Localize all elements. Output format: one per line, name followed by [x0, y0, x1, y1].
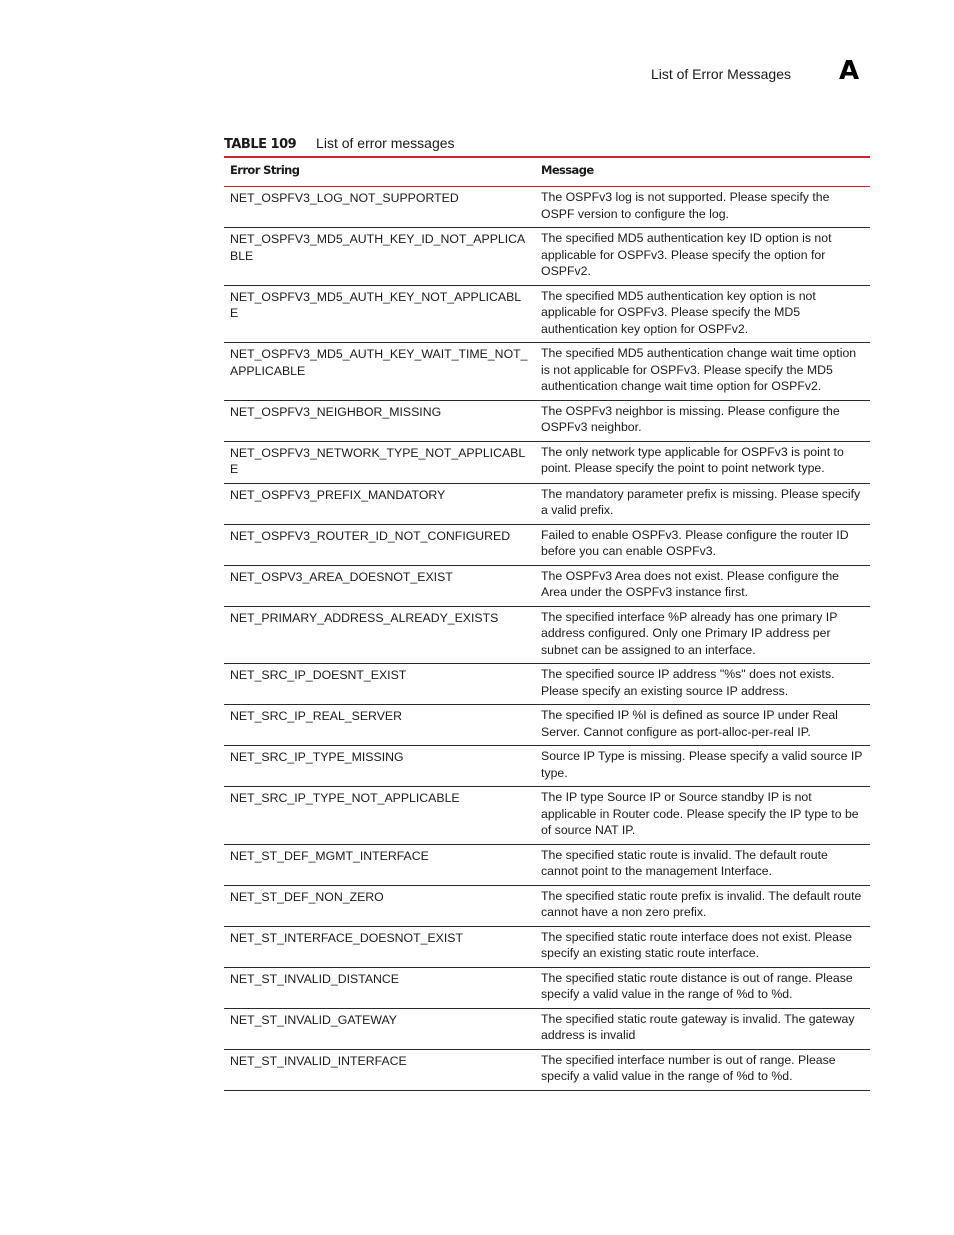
message-cell: The specified static route distance is out of range. Please specify a valid value in the range of %d to %d. [541, 970, 853, 1001]
table-row [224, 787, 870, 845]
error-string-cell: NET_SRC_IP_DOESNT_EXIST [230, 668, 407, 682]
message-cell: The IP type Source IP or Source standby IP is not applicable in Router code. Please specify the IP type to be of source NAT IP. [541, 790, 859, 837]
table-row [224, 967, 870, 1008]
error-string-cell: NET_OSPFV3_PREFIX_MANDATORY [230, 487, 446, 502]
error-string-cell: NET_SRC_IP_TYPE_NOT_APPLICABLE [230, 791, 460, 805]
appendix-letter: A [839, 56, 860, 86]
error-string-cell: NET_OSPFV3_MD5_AUTH_KEY_WAIT_TIME_NOT_APPLICABLE [230, 347, 528, 378]
error-string-cell: NET_OSPV3_AREA_DOESNOT_EXIST [230, 569, 453, 584]
table-row [224, 606, 870, 664]
error-string-cell: NET_ST_INVALID_GATEWAY [230, 1012, 397, 1027]
message-cell: The specified interface %P already has one primary IP address configured. Only one Primary IP address per subnet can be assigned to an interface. [541, 609, 838, 657]
table-row [224, 441, 870, 483]
message-cell: The mandatory parameter prefix is missing. Please specify a valid prefix. [541, 486, 861, 517]
message-cell: Failed to enable OSPFv3. Please configure the router ID before you can enable OSPFv3. [541, 527, 849, 558]
table-row [224, 1008, 870, 1049]
error-string-cell: NET_OSPFV3_MD5_AUTH_KEY_NOT_APPLICABLE [230, 289, 522, 320]
error-string-cell: NET_SRC_IP_TYPE_MISSING [230, 750, 404, 764]
message-cell: The specified MD5 authentication key ID option is not applicable for OSPFv3. Please specify the option for OSPFv2. [541, 231, 832, 278]
message-cell: The specified IP %I is defined as source IP under Real Server. Cannot configure as port-alloc-per-real IP. [541, 708, 838, 739]
message-cell: The OSPFv3 Area does not exist. Please configure the Area under the OSPFv3 instance first. [541, 568, 840, 599]
column-header-message: Message [541, 163, 594, 177]
message-cell: The specified MD5 authentication key option is not applicable for OSPFv3. Please specify the MD5 authentication key option for OSPFv2. [541, 288, 816, 336]
page-header [0, 58, 954, 98]
column-header-error-string: Error String [230, 163, 300, 177]
table-row [224, 565, 870, 606]
table-row [224, 926, 870, 967]
message-cell: The specified interface number is out of range. Please specify a valid value in the range of %d to %d. [541, 1052, 836, 1083]
table-title: List of error messages [316, 135, 455, 151]
error-string-cell: NET_ST_DEF_MGMT_INTERFACE [230, 848, 429, 863]
table-row [224, 664, 870, 705]
message-cell: Source IP Type is missing. Please specify a valid source IP type. [541, 749, 863, 780]
error-string-cell: NET_OSPFV3_LOG_NOT_SUPPORTED [230, 191, 459, 205]
error-string-cell: NET_OSPFV3_MD5_AUTH_KEY_ID_NOT_APPLICABLE [230, 232, 526, 263]
message-cell: The specified static route is invalid. The default route cannot point to the management Interface. [541, 847, 828, 878]
table-row [224, 1049, 870, 1090]
table-row [224, 187, 870, 228]
error-string-cell: NET_OSPFV3_NEIGHBOR_MISSING [230, 404, 442, 419]
message-cell: The OSPFv3 neighbor is missing. Please configure the OSPFv3 neighbor. [541, 403, 840, 434]
table-row [224, 524, 870, 565]
table-body [224, 187, 870, 1091]
table-row [224, 228, 870, 286]
error-string-cell: NET_SRC_IP_REAL_SERVER [230, 709, 403, 723]
error-string-cell: NET_ST_INTERFACE_DOESNOT_EXIST [230, 930, 464, 945]
table-row [224, 400, 870, 441]
message-cell: The specified static route interface does not exist. Please specify an existing static route interface. [541, 929, 853, 960]
table-row [224, 285, 870, 343]
message-cell: The specified static route gateway is invalid. The gateway address is invalid [541, 1011, 855, 1042]
table-row [224, 483, 870, 524]
error-string-cell: NET_ST_INVALID_DISTANCE [230, 971, 400, 986]
table-row [224, 885, 870, 926]
table-row [224, 746, 870, 787]
message-cell: The specified MD5 authentication change wait time option is not applicable for OSPFv3. Please specify the MD5 authentication change wait time option for OSPFv2. [541, 346, 857, 393]
error-string-cell: NET_ST_DEF_NON_ZERO [230, 889, 384, 904]
message-cell: The specified static route prefix is invalid. The default route cannot have a non zero prefix. [541, 888, 862, 919]
table-header-row [224, 157, 870, 187]
message-cell: The OSPFv3 log is not supported. Please specify the OSPF version to configure the log. [541, 190, 830, 221]
error-string-cell: NET_PRIMARY_ADDRESS_ALREADY_EXISTS [230, 610, 499, 625]
section-title: List of Error Messages [650, 66, 791, 82]
error-string-cell: NET_OSPFV3_NETWORK_TYPE_NOT_APPLICABLE [230, 445, 526, 476]
table-row [224, 705, 870, 746]
error-string-cell: NET_OSPFV3_ROUTER_ID_NOT_CONFIGURED [230, 528, 511, 543]
error-messages-table [224, 156, 870, 1091]
message-cell: The only network type applicable for OSPFv3 is point to point. Please specify the point to point network type. [541, 444, 844, 475]
error-table-container [224, 156, 870, 1091]
error-string-cell: NET_ST_INVALID_INTERFACE [230, 1053, 407, 1068]
table-row [224, 343, 870, 401]
message-cell: The specified source IP address "%s" does not exists. Please specify an existing source IP address. [541, 667, 835, 698]
table-caption [224, 135, 870, 152]
table-row [224, 844, 870, 885]
table-number: TABLE 109 [224, 137, 297, 152]
